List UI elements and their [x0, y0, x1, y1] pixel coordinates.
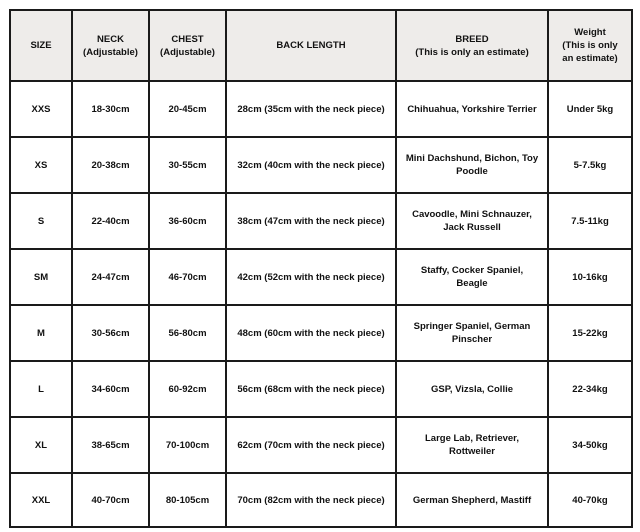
chest-cell: 70-100cm: [149, 417, 226, 473]
table-header: [10, 10, 632, 81]
cell-text-line: Pinscher: [451, 334, 493, 345]
cell-text-line: Chihuahua, Yorkshire Terrier: [407, 103, 537, 115]
cell-text-line: Jack Russell: [443, 222, 501, 233]
breed-cell: [396, 81, 548, 137]
weight-cell: 40-70kg: [548, 473, 632, 527]
weight-cell: 22-34kg: [548, 361, 632, 417]
table-row: [10, 473, 632, 527]
cell-text-line: Rottweiler: [449, 446, 495, 457]
table-body: [10, 81, 632, 527]
size-cell: SM: [10, 249, 72, 305]
back-length-cell: 48cm (60cm with the neck piece): [226, 305, 396, 361]
neck-cell: 40-70cm: [72, 473, 149, 527]
size-cell: XXL: [10, 473, 72, 527]
weight-cell: 34-50kg: [548, 417, 632, 473]
neck-cell: 38-65cm: [72, 417, 149, 473]
chest-cell: 56-80cm: [149, 305, 226, 361]
header-text-line: Weight: [574, 27, 606, 38]
weight-cell: Under 5kg: [548, 81, 632, 137]
header-chest: [149, 10, 226, 81]
header-text-line: SIZE: [30, 40, 52, 51]
cell-text-line: Poodle: [456, 166, 488, 177]
cell-text-line: Beagle: [456, 278, 488, 289]
back-length-cell: 42cm (52cm with the neck piece): [226, 249, 396, 305]
weight-cell: 15-22kg: [548, 305, 632, 361]
header-row: [10, 10, 632, 81]
table-row: [10, 81, 632, 137]
size-chart-table: [9, 9, 633, 528]
weight-cell: 5-7.5kg: [548, 137, 632, 193]
breed-cell: [396, 417, 548, 473]
table-row: [10, 417, 632, 473]
cell-text-line: Staffy, Cocker Spaniel,: [420, 265, 524, 276]
neck-cell: 34-60cm: [72, 361, 149, 417]
breed-cell: [396, 193, 548, 249]
breed-cell: [396, 361, 548, 417]
neck-cell: 24-47cm: [72, 249, 149, 305]
header-text-line: NECK: [97, 33, 124, 45]
header-text-line: CHEST: [171, 33, 204, 45]
table-row: [10, 305, 632, 361]
breed-cell: [396, 137, 548, 193]
size-cell: XS: [10, 137, 72, 193]
back-length-cell: 32cm (40cm with the neck piece): [226, 137, 396, 193]
cell-text-line: Mini Dachshund, Bichon, Toy: [405, 153, 539, 164]
back-length-cell: 70cm (82cm with the neck piece): [226, 473, 396, 527]
header-text-line: (Adjustable): [160, 46, 215, 58]
breed-cell: [396, 249, 548, 305]
chest-cell: 30-55cm: [149, 137, 226, 193]
table-row: [10, 249, 632, 305]
header-text-line: (This is only: [562, 40, 618, 51]
cell-text-line: Large Lab, Retriever,: [425, 433, 519, 444]
back-length-cell: 28cm (35cm with the neck piece): [226, 81, 396, 137]
chest-cell: 80-105cm: [149, 473, 226, 527]
header-text-line: (Adjustable): [83, 46, 138, 58]
table-row: [10, 361, 632, 417]
neck-cell: 18-30cm: [72, 81, 149, 137]
header-breed: [396, 10, 548, 81]
header-size: [10, 10, 72, 81]
header-text-line: BREED: [455, 33, 489, 45]
neck-cell: 30-56cm: [72, 305, 149, 361]
table-row: [10, 193, 632, 249]
header-neck: [72, 10, 149, 81]
header-text-line: an estimate): [562, 53, 618, 64]
chest-cell: 46-70cm: [149, 249, 226, 305]
size-cell: XL: [10, 417, 72, 473]
back-length-cell: 62cm (70cm with the neck piece): [226, 417, 396, 473]
weight-cell: 10-16kg: [548, 249, 632, 305]
back-length-cell: 38cm (47cm with the neck piece): [226, 193, 396, 249]
breed-cell: [396, 473, 548, 527]
header-text-line: BACK LENGTH: [276, 40, 346, 51]
neck-cell: 22-40cm: [72, 193, 149, 249]
chest-cell: 36-60cm: [149, 193, 226, 249]
weight-cell: 7.5-11kg: [548, 193, 632, 249]
table-row: [10, 137, 632, 193]
chest-cell: 20-45cm: [149, 81, 226, 137]
size-cell: M: [10, 305, 72, 361]
header-back-length: [226, 10, 396, 81]
cell-text-line: Cavoodle, Mini Schnauzer,: [412, 209, 532, 220]
back-length-cell: 56cm (68cm with the neck piece): [226, 361, 396, 417]
size-cell: XXS: [10, 81, 72, 137]
size-cell: S: [10, 193, 72, 249]
breed-cell: [396, 305, 548, 361]
cell-text-line: German Shepherd, Mastiff: [412, 494, 532, 506]
cell-text-line: GSP, Vizsla, Collie: [430, 383, 514, 395]
cell-text-line: Springer Spaniel, German: [413, 321, 531, 332]
header-weight: [548, 10, 632, 81]
chest-cell: 60-92cm: [149, 361, 226, 417]
neck-cell: 20-38cm: [72, 137, 149, 193]
header-text-line: (This is only an estimate): [415, 46, 529, 58]
size-cell: L: [10, 361, 72, 417]
